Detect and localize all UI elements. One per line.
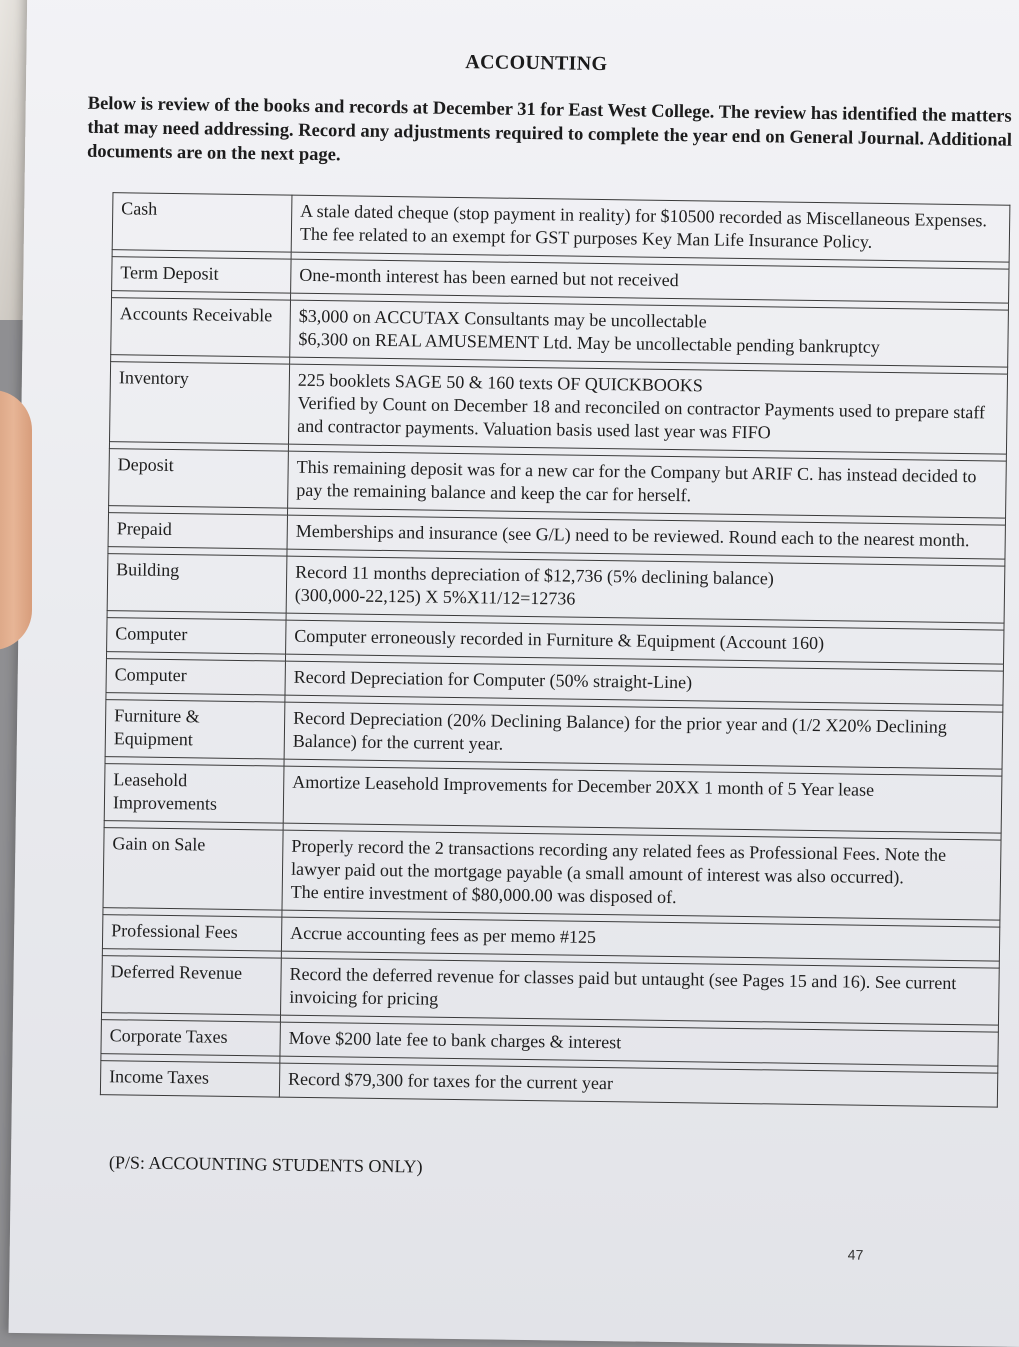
row-label: Professional Fees: [102, 915, 281, 951]
row-text: Record Depreciation for Computer (50% straight-Line): [285, 661, 1003, 705]
row-text: Amortize Leasehold Improvements for December 20XX 1 month of 5 Year lease: [283, 766, 1002, 833]
row-text: Properly record the 2 transactions recording any related fees as Professional Fees. Note the lawyer paid out the mortgage payable (a small amount of interest was also occurred). The entire investment of $80,000.00 was disposed of.: [282, 830, 1001, 920]
page-number: 47: [847, 1246, 864, 1263]
table-row: [110, 362, 1008, 455]
footnote: (P/S: ACCOUNTING STUDENTS ONLY): [108, 1152, 423, 1177]
row-text: Accrue accounting fees as per memo #125: [281, 917, 999, 961]
row-label: Corporate Taxes: [101, 1020, 280, 1056]
row-label: Term Deposit: [112, 257, 291, 293]
intro-paragraph: Below is review of the books and records at December 31 for East West College. The review has identified the matters that may need addressing. Record any adjustments required to complete the year end on General Journal. Additional documents are on the next page.: [86, 93, 1013, 166]
row-label: Prepaid: [108, 513, 287, 549]
row-text: Computer erroneously recorded in Furniture & Equipment (Account 160): [286, 620, 1004, 664]
row-label: Deposit: [109, 449, 289, 508]
row-text: Memberships and insurance (see G/L) need to be reviewed. Round each to the nearest month.: [287, 515, 1005, 559]
row-label: Income Taxes: [100, 1061, 279, 1097]
thumb: [0, 390, 32, 650]
row-text: Record 11 months depreciation of $12,736 (5% declining balance) (300,000-22,125) X 5%X11/12=12736: [286, 556, 1005, 623]
row-text: Record the deferred revenue for classes paid but untaught (see Pages 15 and 16). See current invoicing for pricing: [281, 958, 1000, 1025]
review-table-body: [100, 193, 1010, 1107]
row-text: Record Depreciation (20% Declining Balance) for the prior year and (1/2 X20% Declining Balance) for the current year.: [284, 702, 1003, 769]
row-label: Leasehold Improvements: [104, 764, 284, 823]
row-label: Accounts Receivable: [111, 298, 291, 357]
row-text: This remaining deposit was for a new car for the Company but ARIF C. has instead decided to pay the remaining balance and keep the car for herself.: [288, 451, 1007, 518]
row-text: Move $200 late fee to bank charges & interest: [280, 1022, 998, 1066]
row-text: A stale dated cheque (stop payment in reality) for $10500 recorded as Miscellaneous Expenses. The fee related to an exempt for GST purposes Key Man Life Insurance Policy.: [291, 195, 1010, 262]
row-label: Inventory: [110, 362, 290, 444]
row-label: Computer: [106, 659, 285, 695]
row-label: Building: [107, 554, 287, 613]
review-table: [100, 192, 1011, 1107]
row-label: Computer: [107, 618, 286, 654]
row-label: Cash: [112, 193, 292, 252]
document-page: [9, 0, 1019, 1347]
row-text: 225 booklets SAGE 50 & 160 texts OF QUICKBOOKS Verified by Count on December 18 and reconciled on contractor Payments used to prepare staff and contractor payments. Valuation basis used last year was FIFO: [288, 364, 1007, 454]
row-text: $3,000 on ACCUTAX Consultants may be uncollectable $6,300 on REAL AMUSEMENT Ltd. May be uncollectable pending bankruptcy: [290, 300, 1009, 367]
row-text: One-month interest has been earned but not received: [291, 259, 1009, 303]
table-row: [103, 828, 1001, 921]
row-label: Deferred Revenue: [102, 956, 282, 1015]
page-title: ACCOUNTING: [465, 51, 608, 76]
row-label: Gain on Sale: [103, 828, 283, 910]
row-text: Record $79,300 for taxes for the current year: [279, 1063, 997, 1107]
row-label: Furniture & Equipment: [105, 700, 285, 759]
